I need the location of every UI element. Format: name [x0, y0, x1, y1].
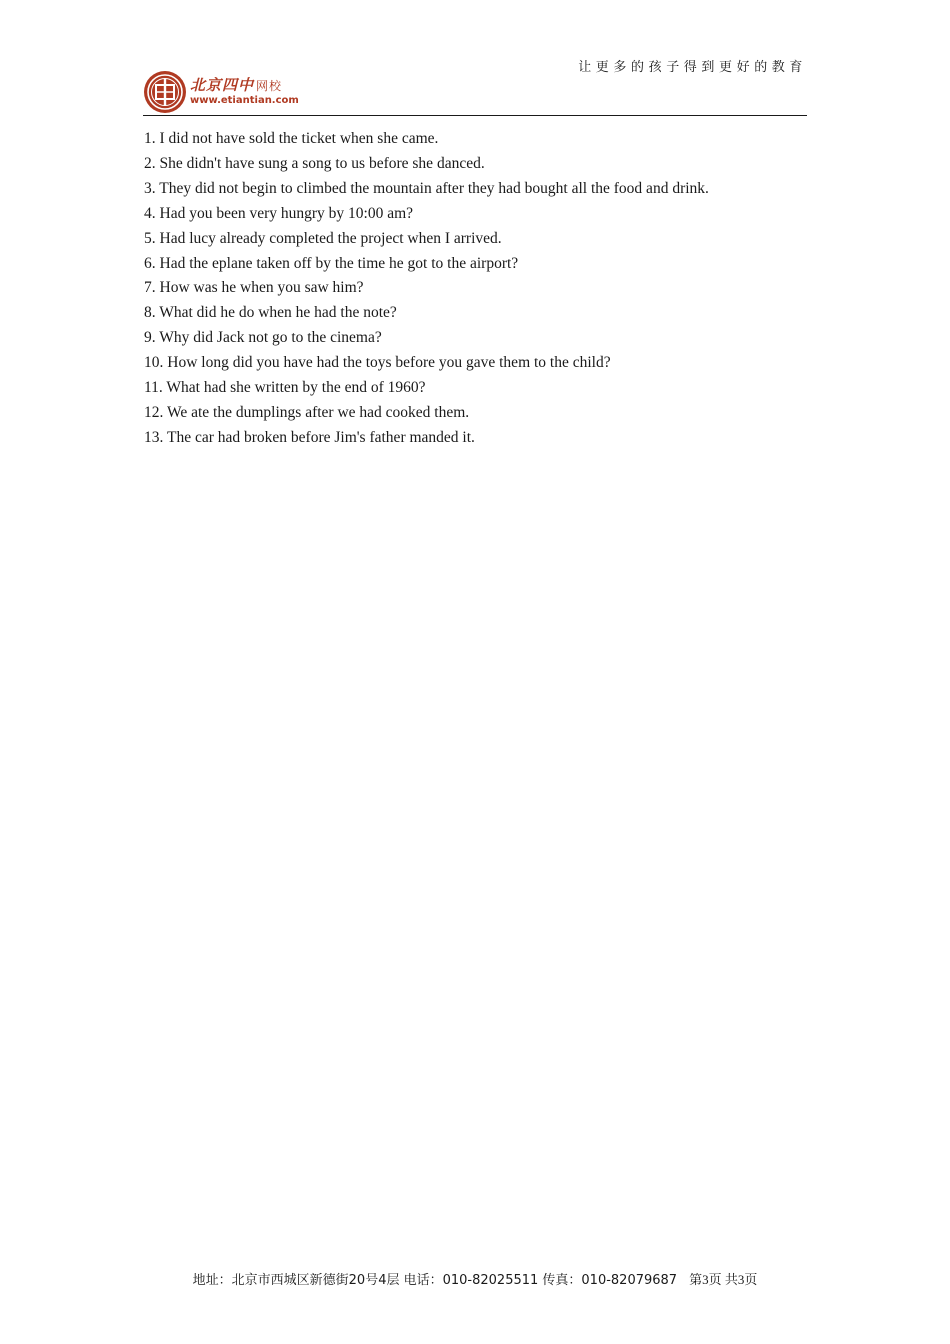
- school-emblem-icon: [143, 70, 187, 114]
- logo-wordmark: [190, 74, 282, 95]
- answer-line: 8. What did he do when he had the note?: [144, 304, 397, 322]
- answer-line: 1. I did not have sold the ticket when she came.: [144, 130, 439, 147]
- footer-address: 地址：北京市西城区新德街20号4层 电话：010-82025511 传真：010-82079687: [192, 1273, 678, 1288]
- answer-list: [144, 127, 808, 451]
- school-logo: [143, 70, 313, 114]
- logo-url: www.etiantian.com: [190, 95, 299, 106]
- answer-line: 13. The car had broken before Jim's father manded it.: [144, 428, 475, 446]
- answer-line: 11. What had she written by the end of 1960?: [144, 379, 426, 397]
- answer-line: 5. Had lucy already completed the project when I arrived.: [144, 229, 502, 247]
- footer-page-number: 第3页 共3页: [689, 1272, 758, 1287]
- answer-line: 4. Had you been very hungry by 10:00 am?: [144, 204, 414, 222]
- answer-line: 9. Why did Jack not go to the cinema?: [144, 329, 382, 347]
- logo-suffix-text: 网校: [256, 79, 283, 93]
- answer-line: 10. How long did you have had the toys before you gave them to the child?: [144, 354, 611, 372]
- answer-line: 2. She didn't have sung a song to us before she danced.: [144, 154, 485, 172]
- logo-name-text: 北京四中: [190, 76, 255, 94]
- header-divider: [143, 115, 807, 116]
- answer-line: 3. They did not begin to climbed the mountain after they had bought all the food and drink.: [144, 179, 709, 197]
- answer-line: 7. How was he when you saw him?: [144, 279, 364, 297]
- page-header: [143, 56, 807, 116]
- answer-line: 12. We ate the dumplings after we had cooked them.: [144, 403, 470, 421]
- header-slogan: 让更多的孩子得到更好的教育: [578, 60, 807, 75]
- answer-line: 6. Had the eplane taken off by the time he got to the airport?: [144, 254, 519, 272]
- page-footer: [0, 1269, 950, 1288]
